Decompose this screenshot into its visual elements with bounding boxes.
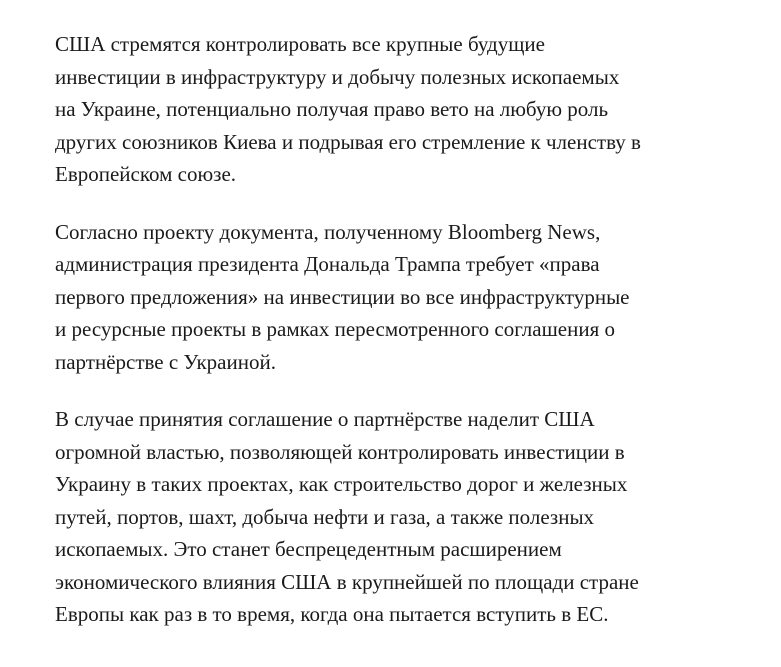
text-line: США стремятся контролировать все крупные будущие	[55, 32, 545, 56]
text-line: инвестиции в инфраструктуру и добычу полезных ископаемых	[55, 64, 620, 89]
text-line: путей, портов, шахт, добыча нефти и газа, а также полезных	[55, 504, 595, 529]
text-line: Согласно проекту документа, полученному Bloomberg News,	[55, 219, 601, 244]
text-line: партнёрстве с Украиной.	[55, 349, 276, 374]
text-line: администрация президента Дональда Трампа требует «права	[55, 252, 600, 276]
paragraph	[55, 403, 755, 631]
text-line: других союзников Киева и подрывая его стремление к членству в	[55, 129, 641, 154]
text-line: Европы как раз в то время, когда она пытается вступить в ЕС.	[55, 602, 609, 626]
text-line: огромной властью, позволяющей контролировать инвестиции в	[55, 439, 625, 464]
text-line: В случае принятия соглашение о партнёрстве наделит США	[55, 407, 595, 431]
article-body	[55, 28, 755, 656]
text-line: экономического влияния США в крупнейшей по площади стране	[55, 569, 639, 594]
text-line: Европейском союзе.	[55, 162, 237, 186]
text-line: Украину в таких проектах, как строительство дорог и железных	[55, 472, 628, 496]
text-line: и ресурсные проекты в рамках пересмотренного соглашения о	[55, 317, 615, 341]
text-line: на Украине, потенциально получая право вето на любую роль	[55, 97, 609, 121]
paragraph	[55, 216, 755, 379]
paragraph	[55, 28, 755, 191]
text-line: ископаемых. Это станет беспрецедентным расширением	[55, 537, 562, 561]
text-line: первого предложения» на инвестиции во все инфраструктурные	[55, 284, 630, 309]
